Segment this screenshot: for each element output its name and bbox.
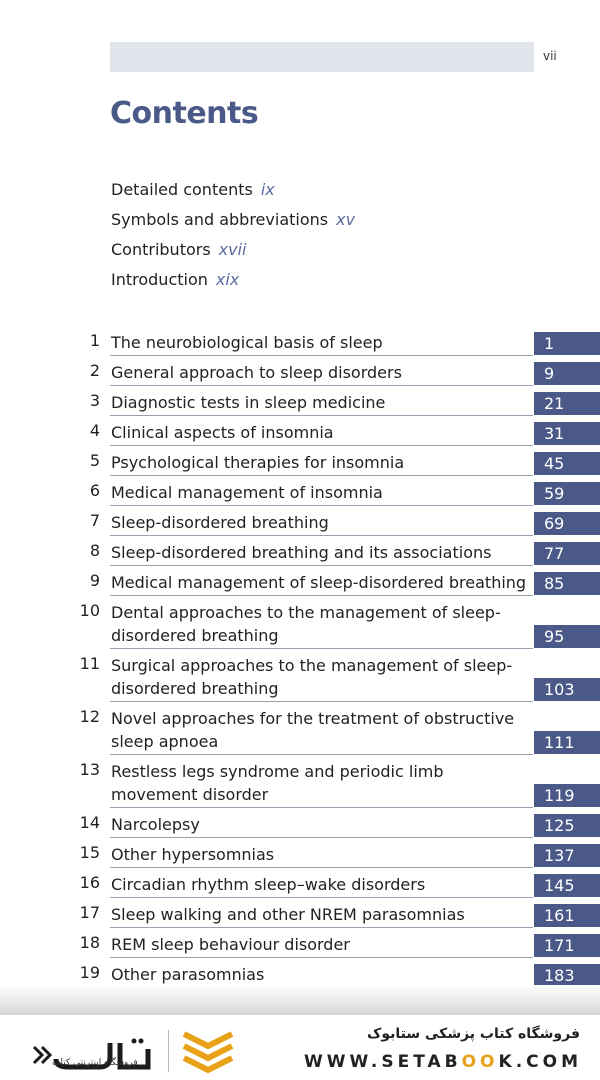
chapter-page-number: 183 — [534, 964, 600, 987]
chapter-row[interactable] — [0, 958, 600, 988]
chapter-title: General approach to sleep disorders — [111, 363, 402, 382]
chapter-page-number: 95 — [534, 625, 600, 648]
chapter-row[interactable] — [0, 898, 600, 928]
chapter-number: 2 — [89, 361, 100, 380]
chapter-row[interactable] — [0, 566, 600, 596]
chapter-number: 12 — [79, 707, 100, 726]
chapter-row[interactable] — [0, 416, 600, 446]
chapter-number: 8 — [89, 541, 100, 560]
chapter-page-number: 111 — [534, 731, 600, 754]
chapter-title: Other hypersomnias — [111, 845, 275, 864]
chapter-row[interactable] — [0, 506, 600, 536]
chapter-title: Clinical aspects of insomnia — [111, 423, 334, 442]
chapter-title: Medical management of sleep-disordered breathing — [111, 573, 527, 592]
chapter-row[interactable] — [0, 536, 600, 566]
logo-subtitle: فروشگاه اینترنتی کتاب — [52, 1058, 138, 1068]
prelim-item[interactable] — [111, 270, 355, 300]
chapter-row[interactable] — [0, 596, 600, 649]
chapter-row[interactable] — [0, 928, 600, 958]
prelim-label: Introduction — [111, 270, 208, 289]
prelim-item[interactable] — [111, 240, 355, 270]
chapter-page-number: 9 — [534, 362, 600, 385]
chapter-page-number: 125 — [534, 814, 600, 837]
setabook-logo-icon — [30, 1033, 160, 1077]
chapter-row[interactable] — [0, 868, 600, 898]
chapter-row[interactable] — [0, 838, 600, 868]
page-shadow — [0, 985, 600, 1015]
chapter-row[interactable] — [0, 356, 600, 386]
prelim-page: ix — [260, 180, 275, 199]
chapter-page-number: 21 — [534, 392, 600, 415]
chevron-logo-icon — [178, 1030, 238, 1074]
chapter-page-number: 31 — [534, 422, 600, 445]
chapter-number: 13 — [79, 760, 100, 779]
chapter-number: 11 — [79, 654, 100, 673]
chapter-number: 17 — [79, 903, 100, 922]
chapter-page-number: 69 — [534, 512, 600, 535]
chapter-number: 4 — [89, 421, 100, 440]
chapter-page-number: 1 — [534, 332, 600, 355]
chapter-page-number: 103 — [534, 678, 600, 701]
chapter-row[interactable] — [0, 386, 600, 416]
chapter-number: 9 — [89, 571, 100, 590]
store-url[interactable]: WWW.SETABOOK.COM — [304, 1052, 582, 1072]
chapter-title: REM sleep behaviour disorder — [111, 935, 350, 954]
chapter-row[interactable] — [0, 446, 600, 476]
header-bar — [110, 42, 534, 72]
prelim-item[interactable] — [111, 210, 355, 240]
chapter-number: 6 — [89, 481, 100, 500]
prelim-label: Symbols and abbreviations — [111, 210, 329, 229]
chapter-row[interactable] — [0, 808, 600, 838]
prelim-label: Contributors — [111, 240, 211, 259]
chapter-page-number: 85 — [534, 572, 600, 595]
chapter-list — [0, 326, 600, 988]
chapter-page-number: 59 — [534, 482, 600, 505]
chapter-title: Psychological therapies for insomnia — [111, 453, 405, 472]
prelim-page: xix — [215, 270, 240, 289]
chapter-title: Sleep-disordered breathing and its associations — [111, 543, 492, 562]
chapter-title: Dental approaches to the management of sleep- disordered breathing — [111, 603, 501, 645]
prelim-page: xv — [336, 210, 356, 229]
chapter-title: Sleep walking and other NREM parasomnias — [111, 905, 465, 924]
chapter-page-number: 171 — [534, 934, 600, 957]
chapter-page-number: 145 — [534, 874, 600, 897]
chapter-page-number: 45 — [534, 452, 600, 475]
chapter-page-number: 137 — [534, 844, 600, 867]
chapter-number: 1 — [89, 331, 100, 350]
chapter-row[interactable] — [0, 755, 600, 808]
chapter-title: Diagnostic tests in sleep medicine — [111, 393, 386, 412]
chapter-page-number: 119 — [534, 784, 600, 807]
chapter-page-number: 161 — [534, 904, 600, 927]
footer-divider — [168, 1030, 169, 1072]
chapter-number: 16 — [79, 873, 100, 892]
chapter-title: Narcolepsy — [111, 815, 200, 834]
chapter-title: Novel approaches for the treatment of obstructive sleep apnoea — [111, 709, 515, 751]
chapter-number: 5 — [89, 451, 100, 470]
page-title: Contents — [110, 96, 259, 131]
chapter-number: 7 — [89, 511, 100, 530]
chapter-title: Other parasomnias — [111, 965, 265, 984]
chapter-title: Circadian rhythm sleep–wake disorders — [111, 875, 426, 894]
chapter-number: 19 — [79, 963, 100, 982]
chapter-number: 18 — [79, 933, 100, 952]
chapter-row[interactable] — [0, 476, 600, 506]
prelim-page: xvii — [218, 240, 247, 259]
chapter-number: 14 — [79, 813, 100, 832]
chapter-row[interactable] — [0, 702, 600, 755]
chapter-number: 10 — [79, 601, 100, 620]
chapter-row[interactable] — [0, 326, 600, 356]
prelim-label: Detailed contents — [111, 180, 253, 199]
chapter-title: Surgical approaches to the management of sleep- disordered breathing — [111, 656, 513, 698]
chapter-title: The neurobiological basis of sleep — [111, 333, 383, 352]
chapter-number: 15 — [79, 843, 100, 862]
prelim-item[interactable] — [111, 180, 355, 210]
prelims-list — [111, 180, 355, 300]
chapter-row[interactable] — [0, 649, 600, 702]
chapter-title: Sleep-disordered breathing — [111, 513, 329, 532]
store-name: فروشگاه کتاب پزشکی ستابوک — [367, 1026, 580, 1042]
chapter-page-number: 77 — [534, 542, 600, 565]
chapter-title: Restless legs syndrome and periodic limb movement disorder — [111, 762, 444, 804]
page-number: vii — [543, 49, 557, 63]
chapter-number: 3 — [89, 391, 100, 410]
chapter-title: Medical management of insomnia — [111, 483, 383, 502]
